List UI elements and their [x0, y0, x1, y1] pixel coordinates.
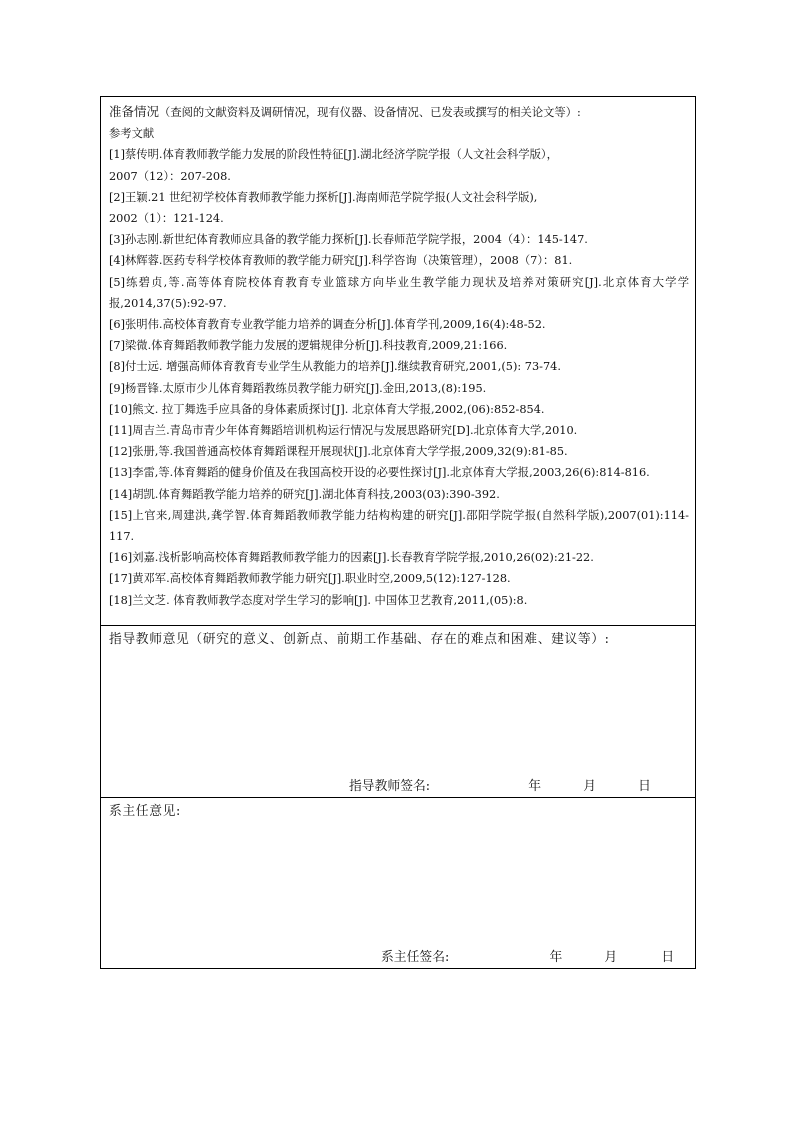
reference-13: [13]李雷,等.体育舞蹈的健身价值及在我国高校开设的必要性探讨[J].北京体育大学报,2003,26(6):814-816. — [109, 466, 650, 480]
reference-5: [5]练碧贞,等.高等体育院校体育教育专业篮球方向毕业生教学能力现状及培养对策研究[J].北京体育大学学报,2014,37(5):92-97. — [109, 275, 689, 310]
reference-11: [11]周吉兰.青岛市青少年体育舞蹈培训机构运行情况与发展思路研究[D].北京体育大学,2010. — [109, 424, 578, 438]
proposal-form-table — [100, 96, 696, 969]
advisor-opinion-section — [101, 626, 695, 798]
dept-head-date-day: 日 — [661, 949, 675, 965]
reference-3: [3]孙志刚.新世纪体育教师应具备的教学能力探析[J].长春师范学院学报，2004（4）：145-147. — [109, 233, 588, 247]
advisor-opinion-title: 指导教师意见（研究的意义、创新点、前期工作基础、存在的难点和困难、建议等）: — [109, 631, 610, 647]
preparation-heading-note: （查阅的文献资料及调研情况，现有仪器、设备情况、已发表或撰写的相关论文等）: — [159, 106, 581, 119]
advisor-date-month: 月 — [583, 778, 596, 794]
reference-17: [17]黄邓军.高校体育舞蹈教师教学能力研究[J].职业时空,2009,5(12):127-128. — [109, 572, 511, 586]
reference-8: [8]付士远. 增强高师体育教育专业学生从教能力的培养[J].继续教育研究,2001,(5): 73-74. — [109, 360, 561, 374]
reference-6: [6]张明伟.高校体育教育专业教学能力培养的调查分析[J].体育学刊,2009,16(4):48-52. — [109, 318, 546, 332]
dept-head-signature-row — [381, 948, 674, 968]
references-title: 参考文献 — [109, 127, 155, 141]
advisor-date-year: 年 — [528, 778, 542, 794]
advisor-signature-label: 指导教师签名: — [349, 778, 431, 794]
dept-head-opinion-title: 系主任意见: — [109, 803, 181, 819]
reference-10: [10]熊文. 拉丁舞选手应具备的身体素质探讨[J]. 北京体育大学报,2002,(06):852-854. — [109, 402, 545, 416]
advisor-signature-row — [349, 777, 651, 797]
dept-head-date-month: 月 — [604, 949, 618, 965]
reference-1: [1]蔡传明.体育教师教学能力发展的阶段性特征[J].湖北经济学院学报（人文社会科学版）， — [109, 148, 558, 162]
reference-2: [2]王颖.21 世纪初学校体育教师教学能力探析[J].海南师范学院学报(人文社会科学版), — [109, 190, 538, 204]
preparation-heading — [109, 101, 689, 123]
reference-12: [12]张册,等.我国普通高校体育舞蹈课程开展现状[J].北京体育大学学报,2009,32(9):81-85. — [109, 445, 568, 459]
reference-2-continued: 2002（1）：121-124. — [109, 212, 224, 226]
reference-18: [18]兰文芝. 体育教师教学态度对学生学习的影响[J]. 中国体卫艺教育,2011,(05):8. — [109, 593, 528, 607]
reference-1-continued: 2007（12）：207-208. — [109, 169, 231, 183]
reference-15: [15]上官来,周建洪,龚学智.体育舞蹈教师教学能力结构构建的研究[J].邵阳学院学报(自然科学版),2007(01):114-117. — [109, 508, 689, 544]
dept-head-date-year: 年 — [549, 949, 563, 965]
preparation-section — [101, 97, 695, 626]
reference-4: [4]林辉蓉.医药专科学校体育教师的教学能力研究[J].科学咨询（决策管理），2008（7）：81. — [109, 254, 573, 268]
reference-9: [9]杨晋锋.太原市少儿体育舞蹈教练员教学能力研究[J].金田,2013,(8):195. — [109, 381, 487, 395]
dept-head-signature-label: 系主任签名: — [381, 949, 450, 965]
reference-16: [16]刘嘉.浅析影响高校体育舞蹈教师教学能力的因素[J].长春教育学院学报,2010,26(02):21-22. — [109, 551, 594, 565]
dept-head-opinion-section — [101, 798, 695, 968]
reference-14: [14]胡凯.体育舞蹈教学能力培养的研究[J].湖北体育科技,2003(03):390-392. — [109, 487, 500, 501]
preparation-heading-label: 准备情况 — [109, 104, 160, 119]
reference-7: [7]梁微.体育舞蹈教师教学能力发展的逻辑规律分析[J].科技教育,2009,21:166. — [109, 339, 508, 353]
advisor-date-day: 日 — [638, 778, 651, 794]
